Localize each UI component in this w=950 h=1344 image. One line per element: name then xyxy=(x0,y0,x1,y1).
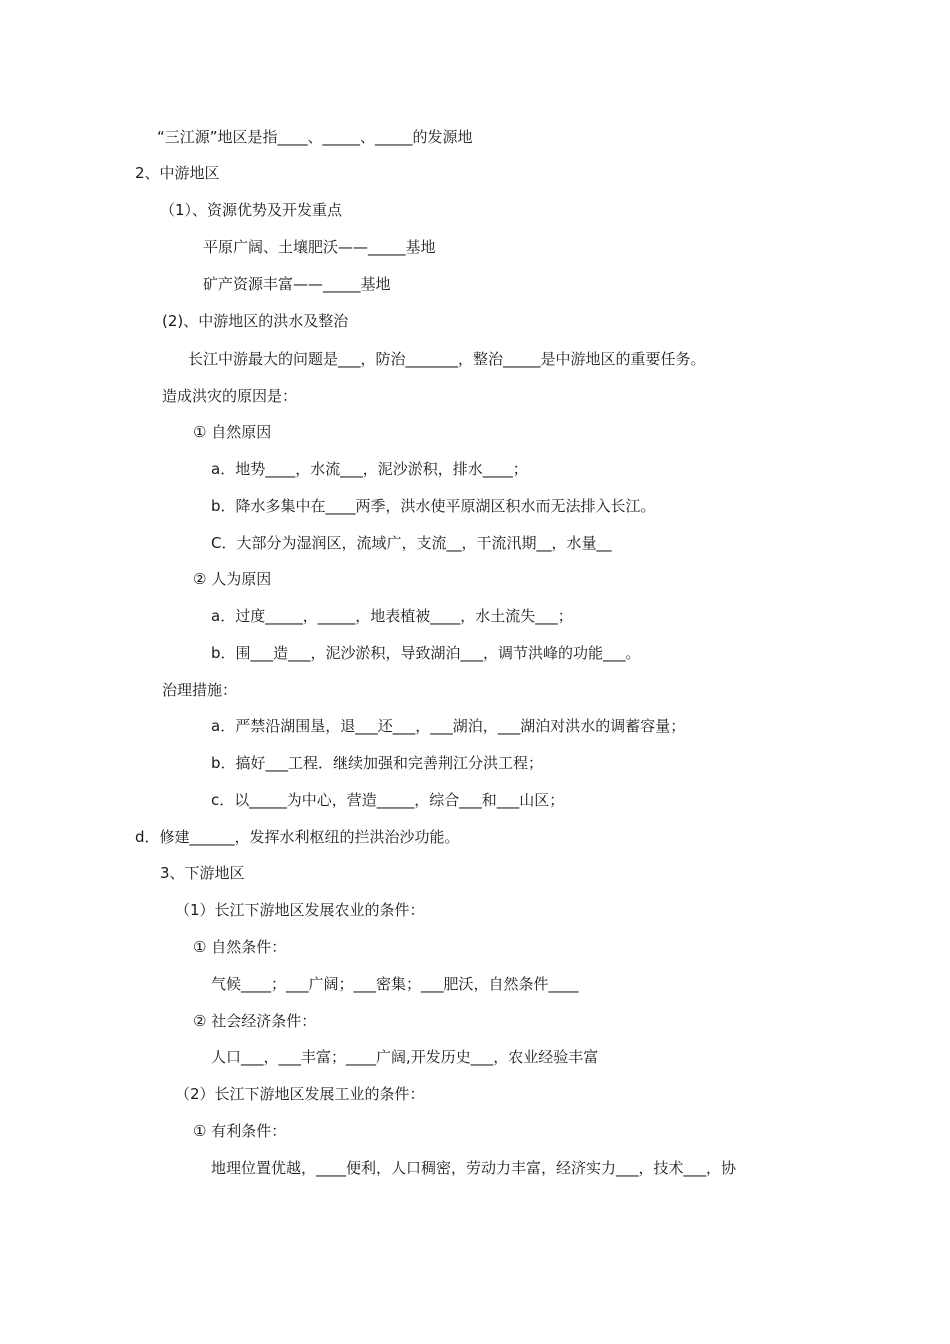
list-item: d．修建______，发挥水利枢纽的拦洪治沙功能。 xyxy=(135,828,460,846)
list-heading: ① 自然原因 xyxy=(193,423,272,441)
subsection-heading: （2）长江下游地区发展工业的条件： xyxy=(175,1085,425,1103)
text-line: 矿产资源丰富——_____基地 xyxy=(203,275,391,293)
text-line: 治理措施： xyxy=(162,681,238,699)
subsection-heading: （1）、资源优势及开发重点 xyxy=(160,201,343,219)
list-item: b．降水多集中在____两季，洪水使平原湖区积水而无法排入长江。 xyxy=(211,497,656,515)
list-heading: ② 人为原因 xyxy=(193,570,272,588)
subsection-heading: (2)、中游地区的洪水及整治 xyxy=(162,312,349,330)
section-heading: 3、下游地区 xyxy=(160,864,245,882)
text-line: 地理位置优越，____便利，人口稠密，劳动力丰富，经济实力___，技术___，协 xyxy=(211,1159,737,1177)
text-line: 平原广阔、土壤肥沃——_____基地 xyxy=(203,238,436,256)
list-item: a．严禁沿湖围垦，退___还___，___湖泊，___湖泊对洪水的调蓄容量； xyxy=(211,717,686,735)
text-line: 气候____；___广阔；___密集；___肥沃，自然条件____ xyxy=(211,975,579,993)
list-item: b．搞好___工程．继续加强和完善荆江分洪工程； xyxy=(211,754,544,772)
section-heading: 2、中游地区 xyxy=(135,164,220,182)
list-heading: ① 自然条件： xyxy=(193,938,287,956)
list-heading: ② 社会经济条件： xyxy=(193,1012,317,1030)
subsection-heading: （1）长江下游地区发展农业的条件： xyxy=(175,901,425,919)
list-item: a．过度_____，_____，地表植被____，水土流失___； xyxy=(211,607,573,625)
text-line: 人口___，___丰富；____广阔,开发历史___，农业经验丰富 xyxy=(211,1048,599,1066)
text-line: 长江中游最大的问题是___，防治_______，整治_____是中游地区的重要任务。 xyxy=(188,350,706,368)
list-heading: ① 有利条件： xyxy=(193,1122,287,1140)
text-line: 造成洪灾的原因是： xyxy=(162,387,298,405)
list-item: c．以_____为中心，营造_____，综合___和___山区； xyxy=(211,791,565,809)
list-item: C．大部分为湿润区，流域广，支流__，干流汛期__，水量__ xyxy=(211,534,612,552)
text-line: “三江源”地区是指____、_____、_____的发源地 xyxy=(157,128,473,146)
list-item: a．地势____，水流___，泥沙淤积，排水____； xyxy=(211,460,528,478)
list-item: b．围___造___，泥沙淤积，导致湖泊___，调节洪峰的功能___。 xyxy=(211,644,641,662)
